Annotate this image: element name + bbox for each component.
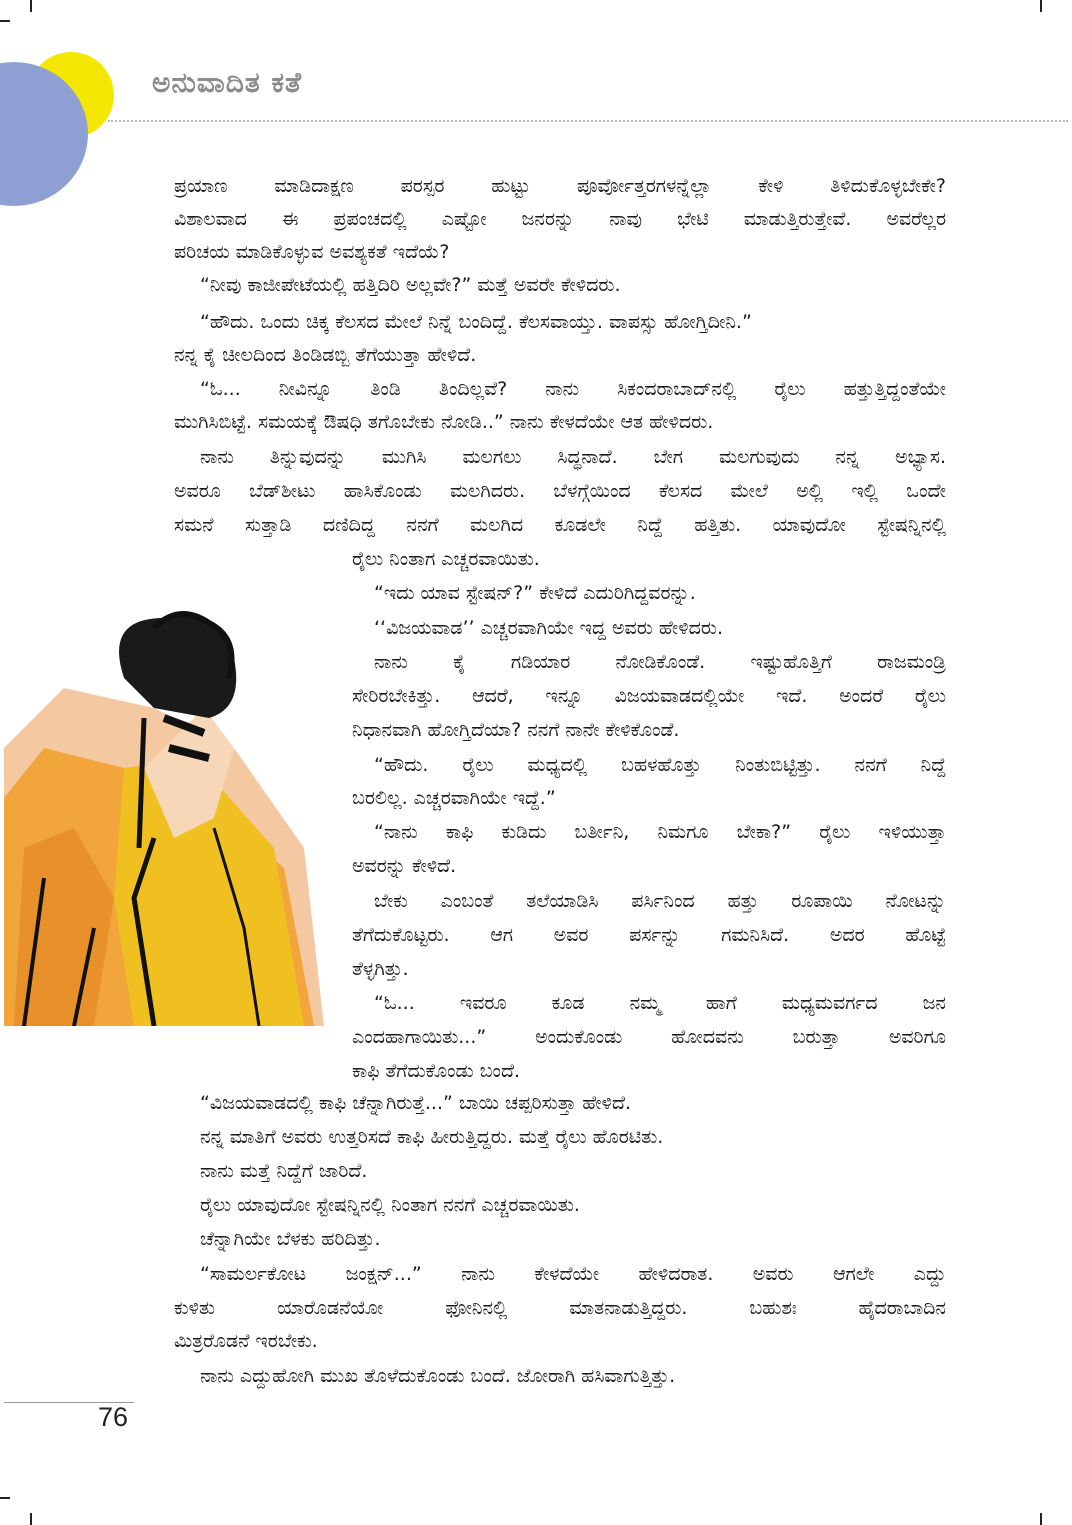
text-line: ‘‘ವಿಜಯವಾಡ’’ ಎಚ್ಚರವಾಗಿಯೇ ಇದ್ದ ಅವರು ಹೇಳಿದರು.: [374, 617, 724, 639]
text-line: “ಹೌದು. ರೈಲು ಮಧ್ಯದಲ್ಲಿ ಬಹಳಹೊತ್ತು ನಿಂತುಬಿಟ್ಟಿತ್ತು. ನನಗೆ ನಿದ್ದೆ: [374, 754, 946, 776]
text-line: ನನ್ನ ಮಾತಿಗೆ ಅವರು ಉತ್ತರಿಸದೆ ಕಾಫಿ ಹೀರುತ್ತಿದ್ದರು. ಮತ್ತೆ ರೈಲು ಹೊರಟಿತು.: [200, 1126, 664, 1148]
text-line: “ಓ... ನೀವಿನ್ನೂ ತಿಂಡಿ ತಿಂದಿಲ್ಲವೆ? ನಾನು ಸಿಕಂದರಾಬಾದ್‌ನಲ್ಲಿ ರೈಲು ಹತ್ತುತ್ತಿದ್ದಂತೆಯೇ: [200, 378, 946, 400]
text-line: ಪ್ರಯಾಣ ಮಾಡಿದಾಕ್ಷಣ ಪರಸ್ಪರ ಹುಟ್ಟು ಪೂರ್ವೋತ್ತರಗಳನ್ನೆಲ್ಲಾ ಕೇಳಿ ತಿಳಿದುಕೊಳ್ಳಬೇಕೇ?: [174, 175, 946, 197]
text-line: “ಇದು ಯಾವ ಸ್ಟೇಷನ್?” ಕೇಳಿದೆ ಎದುರಿಗಿದ್ದವರನ್ನು.: [374, 582, 696, 604]
text-line: ಕುಳಿತು ಯಾರೊಡನೆಯೋ ಫೋನಿನಲ್ಲಿ ಮಾತನಾಡುತ್ತಿದ್ದರು. ಬಹುಶಃ ಹೈದರಾಬಾದಿನ: [174, 1297, 946, 1319]
crop-mark: [1040, 1513, 1042, 1525]
text-line: ಸೇರಿರಬೇಕಿತ್ತು. ಆದರೆ, ಇನ್ನೂ ವಿಜಯವಾಡದಲ್ಲಿಯೇ ಇದೆ. ಅಂದರೆ ರೈಲು: [352, 685, 946, 707]
text-line: ಮಿತ್ರರೊಡನೆ ಇರಬೇಕು.: [174, 1330, 318, 1352]
text-line: ಕಾಫಿ ತೆಗೆದುಕೊಂಡು ಬಂದೆ.: [352, 1060, 521, 1082]
text-line: ಚೆನ್ನಾಗಿಯೇ ಬೆಳಕು ಹರಿದಿತ್ತು.: [200, 1228, 381, 1250]
text-line: ಅವರನ್ನು ಕೇಳಿದೆ.: [352, 855, 457, 877]
crop-mark: [0, 20, 10, 22]
text-line: ಅವರೂ ಬೆಡ್‌ಶೀಟು ಹಾಸಿಕೊಂಡು ಮಲಗಿದರು. ಬೆಳಗ್ಗೆಯಿಂದ ಕೆಲಸದ ಮೇಲೆ ಅಲ್ಲಿ ಇಲ್ಲಿ ಒಂದೇ: [174, 480, 946, 502]
text-line: ತೆಗೆದುಕೊಟ್ಟರು. ಆಗ ಅವರ ಪರ್ಸನ್ನು ಗಮನಿಸಿದೆ. ಅದರ ಹೊಟ್ಟೆ: [352, 924, 946, 946]
crop-mark: [30, 1513, 32, 1525]
man-illustration: [4, 598, 328, 1026]
text-line: “ಓ... ಇವರೂ ಕೂಡ ನಮ್ಮ ಹಾಗೆ ಮಧ್ಯಮವರ್ಗದ ಜನ: [374, 992, 946, 1014]
text-line: ಮುಗಿಸಿಬಿಟ್ಟೆ. ಸಮಯಕ್ಕೆ ಔಷಧಿ ತಗೊಬೇಕು ನೋಡಿ..” ನಾನು ಕೇಳದೆಯೇ ಆತ ಹೇಳಿದರು.: [174, 411, 714, 433]
text-line: “ಹೌದು. ಒಂದು ಚಿಕ್ಕ ಕೆಲಸದ ಮೇಲೆ ನಿನ್ನೆ ಬಂದಿದ್ದೆ. ಕೆಲಸವಾಯ್ತು. ವಾಪಸ್ಸು ಹೋಗ್ತಿದೀನಿ.”: [200, 311, 752, 333]
text-line: ಪರಿಚಯ ಮಾಡಿಕೊಳ್ಳುವ ಅವಶ್ಯಕತೆ ಇದೆಯೆ?: [174, 241, 450, 263]
text-line: ನಾನು ತಿನ್ನುವುದನ್ನು ಮುಗಿಸಿ ಮಲಗಲು ಸಿದ್ಧನಾದೆ. ಬೇಗ ಮಲಗುವುದು ನನ್ನ ಅಭ್ಯಾಸ.: [200, 446, 946, 468]
text-line: “ನೀವು ಕಾಜೀಪೇಟೆಯಲ್ಲಿ ಹತ್ತಿದಿರಿ ಅಲ್ಲವೇ?” ಮತ್ತೆ ಅವರೇ ಕೇಳಿದರು.: [200, 274, 621, 296]
text-line: ಬರಲಿಲ್ಲ. ಎಚ್ಚರವಾಗಿಯೇ ಇದ್ದೆ.”: [352, 787, 556, 809]
text-line: ತೆಳ್ಳಗಿತ್ತು.: [352, 958, 409, 980]
text-line: ನಾನು ಕೈ ಗಡಿಯಾರ ನೋಡಿಕೊಂಡೆ. ಇಷ್ಟುಹೊತ್ತಿಗೆ ರಾಜಮಂಡ್ರಿ: [374, 651, 946, 673]
text-line: “ನಾನು ಕಾಫಿ ಕುಡಿದು ಬರ್ತೀನಿ, ನಿಮಗೂ ಬೇಕಾ?” ರೈಲು ಇಳಿಯುತ್ತಾ: [374, 821, 946, 843]
page-number: 76: [98, 1402, 129, 1432]
crop-mark: [0, 1497, 10, 1499]
header-dotted-rule: [108, 120, 1068, 122]
text-line: ರೈಲು ನಿಂತಾಗ ಎಚ್ಚರವಾಯಿತು.: [352, 548, 540, 570]
section-title: ಅನುವಾದಿತ ಕತೆ: [152, 66, 303, 99]
crop-mark: [30, 0, 32, 12]
text-line: ವಿಶಾಲವಾದ ಈ ಪ್ರಪಂಚದಲ್ಲಿ ಎಷ್ಟೋ ಜನರನ್ನು ನಾವು ಭೇಟಿ ಮಾಡುತ್ತಿರುತ್ತೇವೆ. ಅವರೆಲ್ಲರ: [174, 208, 946, 230]
text-line: “ವಿಜಯವಾಡದಲ್ಲಿ ಕಾಫಿ ಚೆನ್ನಾಗಿರುತ್ತೆ...” ಬಾಯಿ ಚಪ್ಪರಿಸುತ್ತಾ ಹೇಳಿದೆ.: [200, 1092, 632, 1114]
text-line: ನಿಧಾನವಾಗಿ ಹೋಗ್ತಿದೆಯಾ? ನನಗೆ ನಾನೇ ಕೇಳಿಕೊಂಡೆ.: [352, 719, 680, 741]
text-line: ಎಂದಹಾಗಾಯಿತು...” ಅಂದುಕೊಂಡು ಹೋದವನು ಬರುತ್ತಾ ಅವರಿಗೂ: [352, 1026, 946, 1048]
text-line: ಬೇಕು ಎಂಬಂತೆ ತಲೆಯಾಡಿಸಿ ಪರ್ಸಿನಿಂದ ಹತ್ತು ರೂಪಾಯಿ ನೋಟನ್ನು: [374, 890, 946, 912]
text-line: ನಾನು ಮತ್ತೆ ನಿದ್ದೆಗೆ ಜಾರಿದೆ.: [200, 1160, 368, 1182]
text-line: “ಸಾಮರ್ಲಕೋಟ ಜಂಕ್ಷನ್...” ನಾನು ಕೇಳದೆಯೇ ಹೇಳಿದರಾತ. ಅವರು ಆಗಲೇ ಎದ್ದು: [200, 1263, 946, 1285]
crop-mark: [1040, 0, 1042, 12]
text-line: ನನ್ನ ಕೈ ಚೀಲದಿಂದ ತಿಂಡಿಡಬ್ಬಿ ತೆಗೆಯುತ್ತಾ ಹೇಳಿದೆ.: [174, 344, 477, 366]
text-line: ಸಮನೆ ಸುತ್ತಾಡಿ ದಣಿದಿದ್ದ ನನಗೆ ಮಲಗಿದ ಕೂಡಲೇ ನಿದ್ದೆ ಹತ್ತಿತು. ಯಾವುದೋ ಸ್ಟೇಷನ್ನಿನಲ್ಲಿ: [174, 514, 946, 536]
text-line: ನಾನು ಎದ್ದುಹೋಗಿ ಮುಖ ತೊಳೆದುಕೊಂಡು ಬಂದೆ. ಜೋರಾಗಿ ಹಸಿವಾಗುತ್ತಿತ್ತು.: [200, 1365, 676, 1387]
text-line: ರೈಲು ಯಾವುದೋ ಸ್ಟೇಷನ್ನಿನಲ್ಲಿ ನಿಂತಾಗ ನನಗೆ ಎಚ್ಚರವಾಯಿತು.: [200, 1194, 580, 1216]
